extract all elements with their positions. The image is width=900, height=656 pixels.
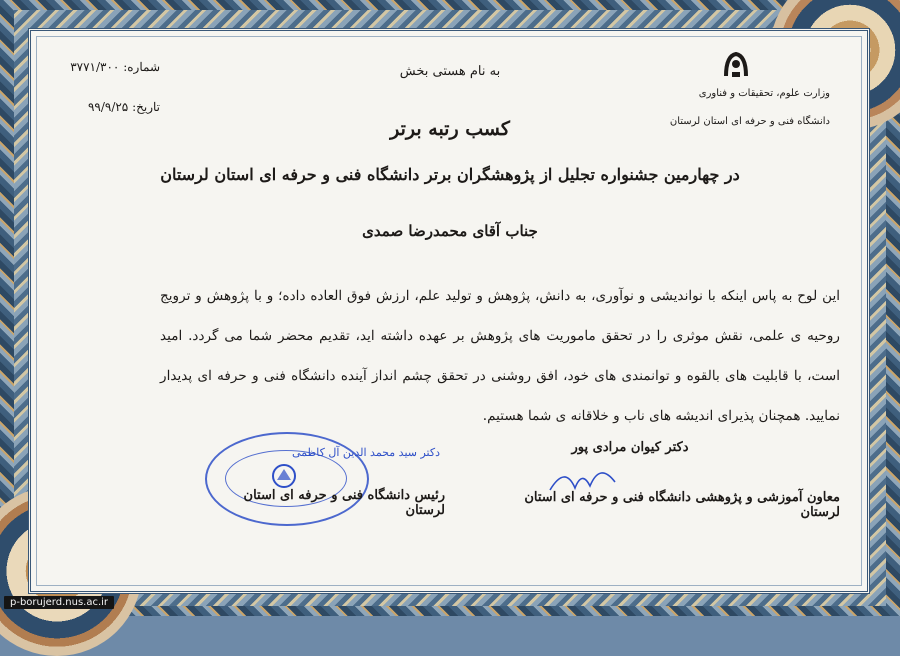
vice-president-name: دکتر کیوان مرادی پور [571,440,689,455]
certificate-body-text: این لوح به پاس اینکه با نواندیشی و نوآوری، به دانش، پژوهش و تولید علم، ارزش فوق العاده داده؛ و با پژوهش و ترویج روحیه ی علمی، نقش موثری را در تحقق ماموریت های پژوهش بر عهده داشته اید، تقدیم محضر شما می گردد. امید است، با قابلیت های بالقوه و توانمندی های خود، افق روشنی در تحقق چشم انداز آینده دانشگاه فنی و حرفه ای پدیدار نمایید. همچنان پذیرای اندیشه های ناب و خلاقانه ی شما هستیم. [160,288,840,424]
rank-title: کسب رتبه برتر [390,118,510,140]
ministry-emblem-icon [718,48,754,84]
ministry-name: وزارت علوم، تحقیقات و فناوری [698,88,830,99]
basmala-heading: به نام هستی بخش [399,64,501,79]
date-value: ۹۹/۹/۲۵ [87,100,129,114]
number-row [70,60,160,74]
university-name: دانشگاه فنی و حرفه ای استان لرستان [669,116,830,127]
number-label: شماره: [123,60,160,74]
date-row [70,100,160,114]
event-title: در چهارمین جشنواره تجلیل از پژوهشگران برتر دانشگاه فنی و حرفه ای استان لرستان [160,165,740,184]
stamp-emblem-icon [270,462,298,490]
site-watermark: p-borujerd.nus.ac.ir [4,596,114,609]
president-title: رئیس دانشگاه فنی و حرفه ای استان لرستان [243,488,445,518]
number-value: ۳۷۷۱/۳۰۰ [70,60,120,74]
president-name: دکتر سید محمد الدین آل کاظمی [292,446,440,459]
vice-president-title: معاون آموزشی و پژوهشی دانشگاه فنی و حرفه ای استان لرستان [524,490,840,520]
recipient-name: جناب آقای محمدرضا صمدی [362,222,538,240]
date-label: تاریخ: [132,100,160,114]
